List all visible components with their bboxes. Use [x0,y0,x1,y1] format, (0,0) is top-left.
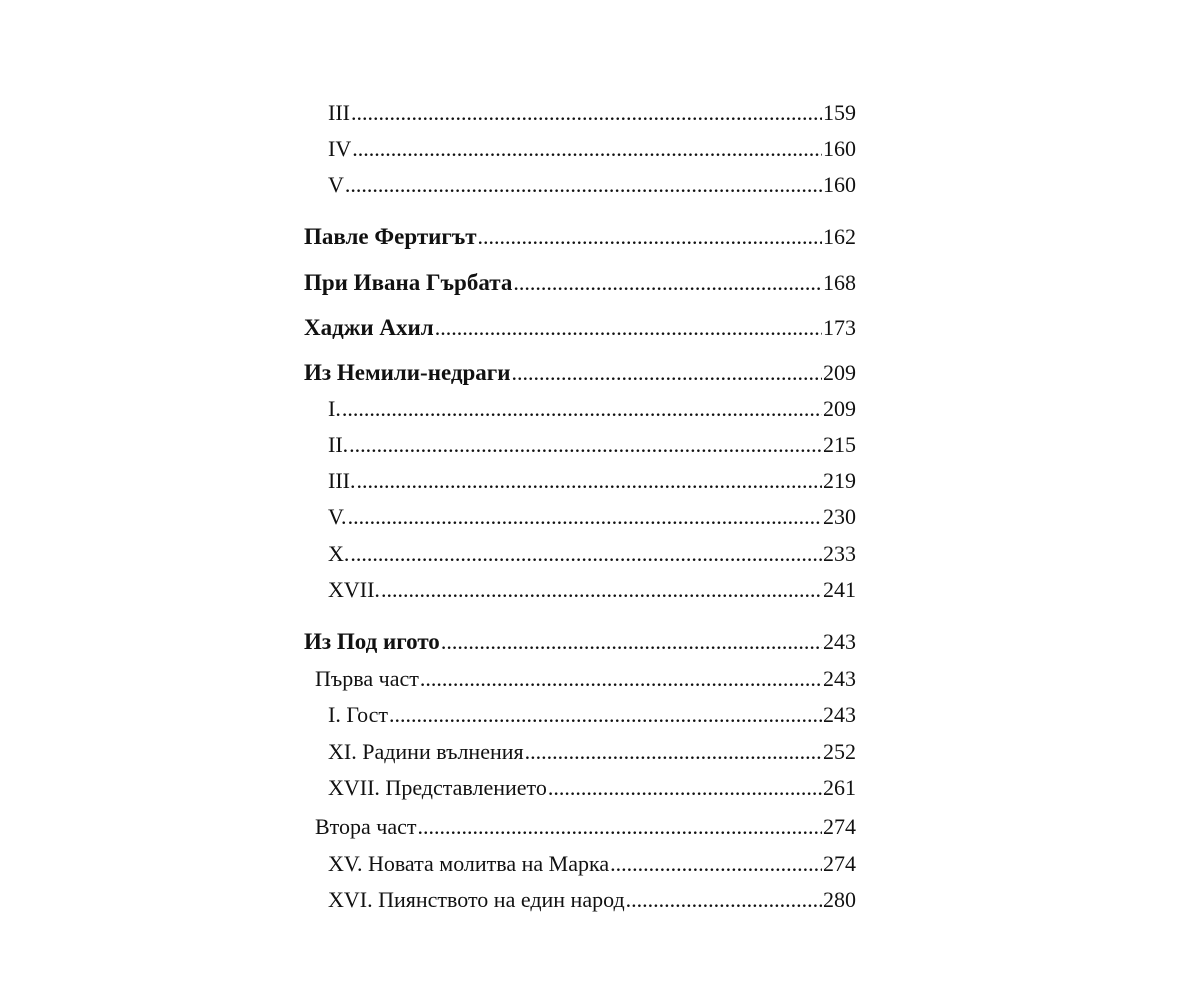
toc-entry-work [304,628,856,656]
toc-entry-page-number: 219 [823,468,856,493]
toc-entry-page-number: 168 [823,270,856,295]
toc-entry-page-number: 159 [823,100,856,125]
dot-leader [417,813,822,841]
toc-entry-title: Из Под игото [304,629,440,654]
dot-leader [626,886,822,914]
toc-entry-title: I. Гост [328,702,389,727]
toc-entry-page-number: 243 [823,702,856,727]
toc-entry-page-number: 215 [823,432,856,457]
toc-entry-title: Хаджи Ахил [304,315,434,340]
toc-entry-page-number: 173 [823,315,856,340]
dot-leader [512,359,823,387]
toc-entry-chapter [328,135,856,163]
toc-entry-chapter [328,503,856,531]
dot-leader [610,850,822,878]
toc-entry-part [315,813,856,841]
toc-entry-page-number: 243 [823,629,856,654]
dot-leader [351,99,822,127]
toc-entry-page-number: 162 [823,224,856,249]
dot-leader [478,223,822,251]
dot-leader [350,540,822,568]
toc-entry-title: II. [328,432,349,457]
toc-entry-title: Първа част [315,666,419,691]
dot-leader [349,431,822,459]
dot-leader [441,628,822,656]
toc-entry-title: XVII. [328,577,380,602]
toc-entry-chapter [328,395,856,423]
toc-entry-page-number: 252 [823,739,856,764]
dot-leader [435,314,822,342]
toc-entry-page-number: 230 [823,504,856,529]
toc-entry-chapter [328,431,856,459]
toc-entry-page-number: 280 [823,887,856,912]
dot-leader [389,701,822,729]
toc-entry-title: XV. Новата молитва на Марка [328,851,610,876]
toc-entry-page-number: 241 [823,577,856,602]
toc-entry-page-number: 243 [823,666,856,691]
toc-entry-title: Втора част [315,814,417,839]
toc-entry-chapter [328,738,856,766]
dot-leader [548,774,822,802]
toc-entry-title: Из Немили-недраги [304,360,511,385]
toc-entry-title: III [328,100,350,125]
toc-entry-title: При Ивана Гърбата [304,270,513,295]
toc-entry-title: Павле Фертигът [304,224,477,249]
toc-entry-work [304,223,856,251]
toc-entry-page-number: 209 [823,360,856,385]
toc-entry-page-number: 274 [823,851,856,876]
toc-entry-work [304,359,856,387]
toc-entry-page-number: 160 [823,136,856,161]
toc-entry-chapter [328,576,856,604]
toc-entry-title: I. [328,396,341,421]
toc-entry-title: V [328,172,344,197]
toc-entry-page-number: 274 [823,814,856,839]
toc-entry-page-number: 209 [823,396,856,421]
toc-entry-title: IV [328,136,352,161]
dot-leader [356,467,822,495]
dot-leader [381,576,822,604]
toc-entry-page-number: 160 [823,172,856,197]
toc-entry-title: III. [328,468,356,493]
dot-leader [348,503,822,531]
dot-leader [525,738,822,766]
dot-leader [352,135,822,163]
dot-leader [342,395,822,423]
toc-entry-chapter [328,99,856,127]
toc-entry-chapter [328,886,856,914]
toc-entry-chapter [328,850,856,878]
dot-leader [345,171,822,199]
toc-entry-chapter [328,467,856,495]
toc-entry-chapter [328,540,856,568]
toc-entry-chapter [328,774,856,802]
toc-entry-work [304,269,856,297]
toc-entry-title: X. [328,541,350,566]
toc-entry-chapter [328,701,856,729]
toc-entry-chapter [328,171,856,199]
toc-entry-title: XVII. Представлението [328,775,547,800]
dot-leader [420,665,822,693]
toc-entry-title: V. [328,504,347,529]
toc-entry-part [315,665,856,693]
dot-leader [513,269,822,297]
toc-entry-page-number: 233 [823,541,856,566]
toc-entry-title: XVI. Пиянството на един народ [328,887,625,912]
toc-entry-page-number: 261 [823,775,856,800]
toc-entry-title: XI. Радини вълнения [328,739,524,764]
toc-entry-work [304,314,856,342]
